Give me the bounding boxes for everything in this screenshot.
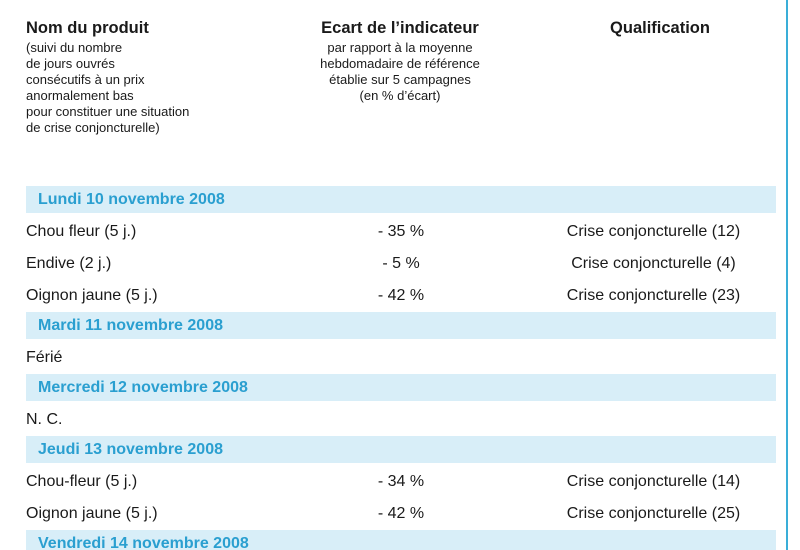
table-row [26,216,776,248]
header-qualification-title: Qualification [610,19,710,37]
date-label: Lundi 10 novembre 2008 [38,191,225,208]
right-border-rule [786,0,788,550]
date-band [26,530,776,550]
header-col-product [26,18,276,136]
header-ecart-note-line: établie sur 5 campagnes [329,72,471,87]
header-ecart-note [290,40,510,104]
header-ecart-note-line: par rapport à la moyenne [327,40,473,55]
table-row [26,342,776,374]
date-label: Mardi 11 novembre 2008 [38,317,223,334]
product-cell: Oignon jaune (5 j.) [26,505,158,522]
product-cell: Férié [26,349,63,366]
date-label: Mercredi 12 novembre 2008 [38,379,248,396]
header-ecart-note-line: (en % d’écart) [359,88,441,103]
product-cell: Chou fleur (5 j.) [26,223,137,240]
header-product-note-line: de crise conjoncturelle) [26,120,160,135]
header-product-title: Nom du produit [26,19,149,37]
header-ecart-title: Ecart de l’indicateur [321,19,479,37]
qualification-cell: Crise conjoncturelle (12) [566,223,741,240]
ecart-cell: - 35 % [377,223,425,240]
table-row [26,466,776,498]
date-band [26,186,776,213]
table-row [26,498,776,530]
table-body [26,186,776,550]
ecart-cell: - 42 % [377,287,425,304]
header-col-qualification [560,18,760,38]
header-product-note-line: de jours ouvrés [26,56,115,71]
table-row [26,404,776,436]
product-cell: Oignon jaune (5 j.) [26,287,158,304]
header-product-note-line: pour constituer une situation [26,104,190,119]
header-product-note-line: (suivi du nombre [26,40,123,55]
ecart-cell: - 5 % [382,255,420,272]
product-cell: Endive (2 j.) [26,255,112,272]
product-cell: N. C. [26,411,63,428]
header-col-ecart [290,18,510,104]
product-cell: Chou-fleur (5 j.) [26,473,138,490]
table-row [26,248,776,280]
ecart-cell: - 42 % [377,505,425,522]
date-band [26,312,776,339]
header-ecart-note-line: hebdomadaire de référence [320,56,480,71]
qualification-cell: Crise conjoncturelle (25) [566,505,741,522]
header-product-note [26,40,276,136]
date-band [26,436,776,463]
date-label: Jeudi 13 novembre 2008 [38,441,223,458]
header-product-note-line: anormalement bas [26,88,134,103]
ecart-cell: - 34 % [377,473,425,490]
date-band [26,374,776,401]
date-label: Vendredi 14 novembre 2008 [38,535,249,550]
table-row [26,280,776,312]
table-header [0,0,784,170]
header-product-note-line: consécutifs à un prix [26,72,145,87]
qualification-cell: Crise conjoncturelle (23) [566,287,741,304]
qualification-cell: Crise conjoncturelle (14) [566,473,741,490]
qualification-cell: Crise conjoncturelle (4) [571,255,736,272]
